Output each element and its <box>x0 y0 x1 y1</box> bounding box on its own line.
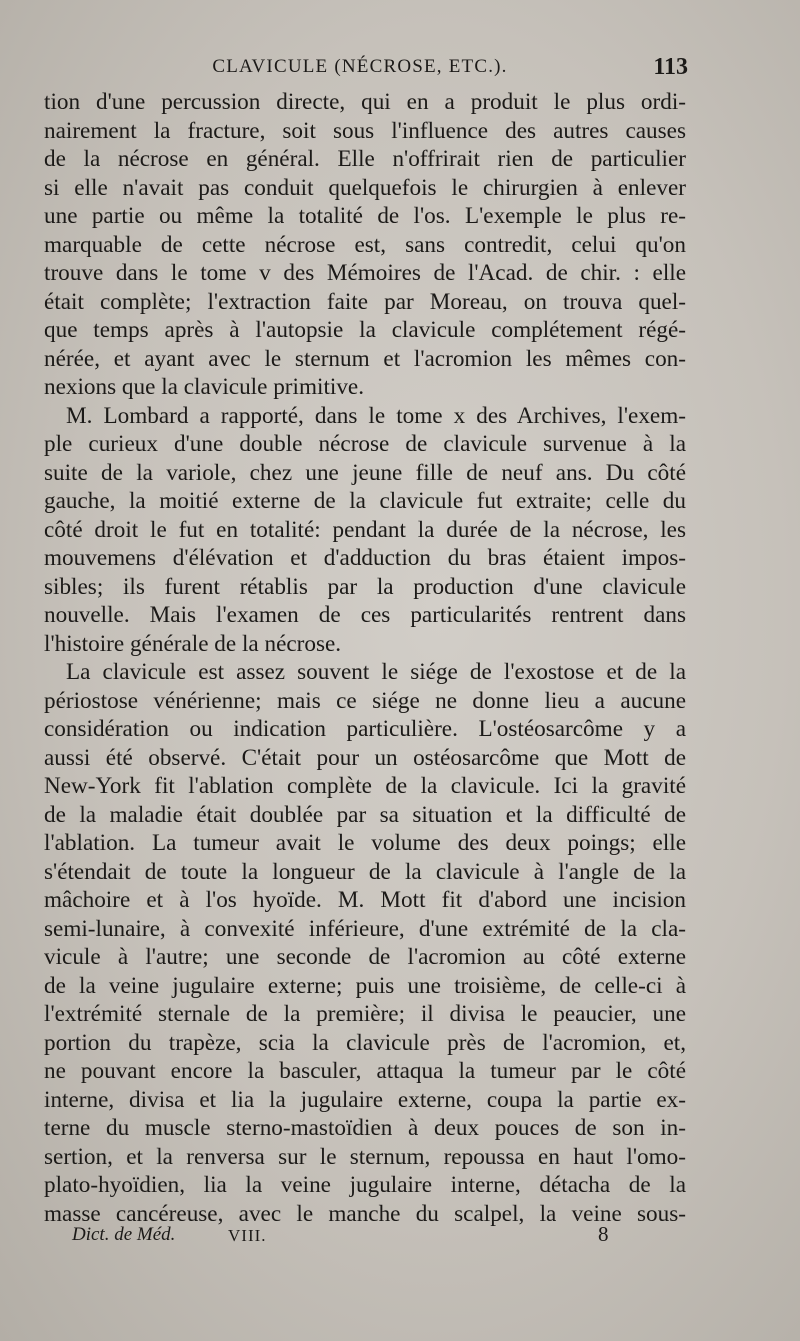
text-line: était complète; l'extraction faite par Moreau, on trouva quel- <box>44 288 686 315</box>
signature-title: Dict. de Méd. <box>72 1224 176 1245</box>
text-line: s'étendait de toute la longueur de la clavicule à l'angle de la <box>44 858 686 885</box>
text-line: considération ou indication particulière. L'ostéosarcôme y a <box>44 716 686 742</box>
text-line: aussi été observé. C'était pour un ostéosarcôme que Mott de <box>44 744 686 771</box>
text-line: suite de la variole, chez une jeune fille de neuf ans. Du côté <box>44 459 686 486</box>
text-line: terne du muscle sterno-mastoïdien à deux pouces de son in- <box>44 1115 686 1141</box>
text-line: marquable de cette nécrose est, sans contredit, celui qu'on <box>44 231 686 258</box>
text-line: interne, divisa et lia la jugulaire externe, coupa la partie ex- <box>44 1086 686 1113</box>
text-line: de la veine jugulaire externe; puis une troisième, de celle-ci à <box>44 972 686 999</box>
text-line: gauche, la moitié externe de la clavicule fut extraite; celle du <box>44 488 686 514</box>
text-line: M. Lombard a rapporté, dans le tome x des Archives, l'exem- <box>66 402 686 429</box>
text-line: La clavicule est assez souvent le siége de l'exostose et de la <box>66 659 686 685</box>
text-line: masse cancéreuse, avec le manche du scalpel, la veine sous- <box>44 1200 686 1227</box>
text-line: ple curieux d'une double nécrose de clavicule survenue à la <box>44 431 686 457</box>
text-line: ne pouvant encore la basculer, attaqua la tumeur par le côté <box>44 1058 686 1084</box>
body-text <box>44 88 686 1228</box>
text-line: si elle n'avait pas conduit quelquefois le chirurgien à enlever <box>44 174 686 201</box>
text-line: nexions que la clavicule primitive. <box>44 374 365 400</box>
text-line: plato-hyoïdien, lia la veine jugulaire interne, détacha de la <box>44 1172 686 1198</box>
text-line: portion du trapèze, scia la clavicule près de l'acromion, et, <box>44 1029 686 1056</box>
text-line: semi-lunaire, à convexité inférieure, d'une extrémité de la cla- <box>44 915 686 942</box>
text-line: l'ablation. La tumeur avait le volume des deux poings; elle <box>44 830 686 856</box>
text-line: nérée, et ayant avec le sternum et l'acromion les mêmes con- <box>44 345 686 372</box>
text-line: périostose vénérienne; mais ce siége ne donne lieu a aucune <box>44 687 686 714</box>
text-line: une partie ou même la totalité de l'os. L'exemple le plus re- <box>44 203 686 229</box>
text-line: nairement la fracture, soit sous l'influence des autres causes <box>44 117 686 144</box>
text-line: nouvelle. Mais l'examen de ces particularités rentrent dans <box>44 602 686 628</box>
page-number: 113 <box>653 54 688 80</box>
text-line: de la maladie était doublée par sa situation et la difficulté de <box>44 801 686 828</box>
text-line: vicule à l'autre; une seconde de l'acromion au côté externe <box>44 944 686 970</box>
page-header <box>40 54 688 88</box>
text-line: New-York fit l'ablation complète de la clavicule. Ici la gravité <box>44 773 686 799</box>
text-line: mâchoire et à l'os hyoïde. M. Mott fit d'abord une incision <box>44 887 686 913</box>
text-line: tion d'une percussion directe, qui en a produit le plus ordi- <box>44 89 686 115</box>
text-line: côté droit le fut en totalité: pendant la durée de la nécrose, les <box>44 516 686 543</box>
text-line: que temps après à l'autopsie la clavicule complétement régé- <box>44 317 686 343</box>
text-line: sibles; ils furent rétablis par la production d'une clavicule <box>44 573 686 600</box>
text-line: l'extrémité sternale de la première; il divisa le peaucier, une <box>44 1001 686 1027</box>
page-footer <box>72 1224 632 1254</box>
signature-number: 8 <box>598 1222 609 1246</box>
text-line: l'histoire générale de la nécrose. <box>44 630 342 657</box>
text-line: mouvemens d'élévation et d'adduction du bras étaient impos- <box>44 545 686 571</box>
text-line: de la nécrose en général. Elle n'offrirait rien de particulier <box>44 146 686 172</box>
signature-volume: VIII. <box>228 1226 267 1245</box>
running-title: CLAVICULE (NÉCROSE, ETC.). <box>212 56 508 77</box>
text-line: sertion, et la renversa sur le sternum, repoussa en haut l'omo- <box>44 1143 686 1170</box>
text-line: trouve dans le tome v des Mémoires de l'Acad. de chir. : elle <box>44 260 686 286</box>
